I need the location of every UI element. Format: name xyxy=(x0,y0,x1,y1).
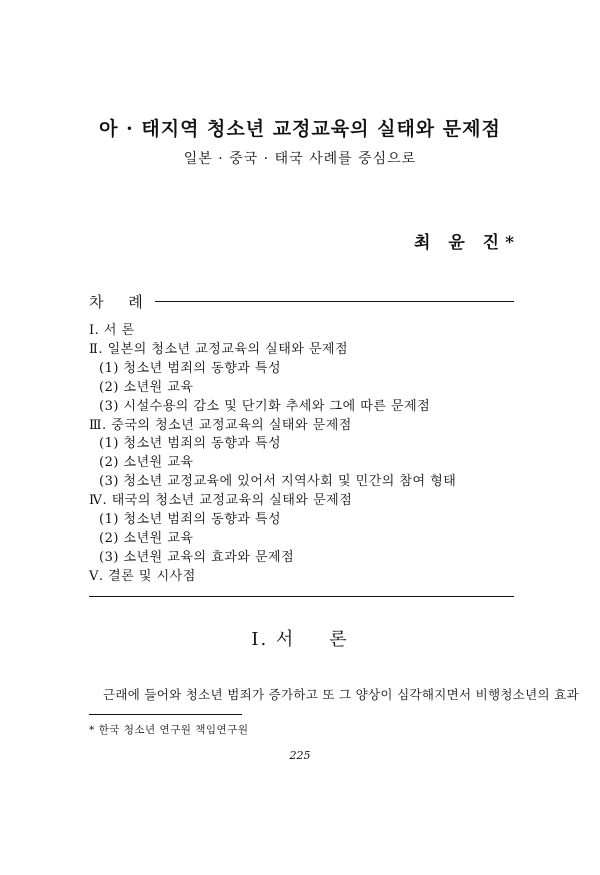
table-of-contents xyxy=(89,322,529,587)
toc-subitem: (2) 소년원 교육 xyxy=(99,530,194,546)
toc-label: 차 례 xyxy=(89,293,153,311)
paper-subtitle: 일본 · 중국 · 태국 사례를 중심으로 xyxy=(183,151,417,167)
toc-subitem: (2) 소년원 교육 xyxy=(99,455,194,471)
toc-item: Ⅲ. 중국의 청소년 교정교육의 실태와 문제점 xyxy=(89,417,352,433)
toc-subitem: (1) 청소년 범죄의 동향과 특성 xyxy=(99,436,282,452)
toc-item: Ⅴ. 결론 및 시사점 xyxy=(89,568,196,584)
toc-item: Ⅰ. 서 론 xyxy=(89,323,135,338)
toc-item: Ⅳ. 태국의 청소년 교정교육의 실태와 문제점 xyxy=(89,493,353,509)
author-name: 최 윤 진* xyxy=(414,233,520,253)
footnote: * 한국 청소년 연구원 책임연구원 xyxy=(89,724,249,736)
toc-header-rule xyxy=(155,301,514,302)
section-heading xyxy=(0,625,600,651)
section-title-end: 론 xyxy=(329,629,349,650)
toc-item: Ⅱ. 일본의 청소년 교정교육의 실태와 문제점 xyxy=(89,341,349,357)
paper-title: 아 · 태지역 청소년 교정교육의 실태와 문제점 xyxy=(99,118,501,140)
toc-subitem: (1) 청소년 범죄의 동향과 특성 xyxy=(99,360,282,376)
footnote-rule xyxy=(89,714,242,715)
section-number: Ⅰ. 서 xyxy=(251,629,296,650)
toc-subitem: (3) 소년원 교육의 효과와 문제점 xyxy=(99,549,295,565)
toc-subitem: (3) 시설수용의 감소 및 단기화 추세와 그에 따른 문제점 xyxy=(99,398,431,414)
toc-bottom-rule xyxy=(89,596,514,597)
body-paragraph: 근래에 들어와 청소년 범죄가 증가하고 또 그 양상이 심각해지면서 비행청소년의 효과 xyxy=(103,687,579,702)
toc-header xyxy=(89,291,514,312)
toc-subitem: (1) 청소년 범죄의 동향과 특성 xyxy=(99,512,282,528)
page-number: 225 xyxy=(289,749,311,762)
toc-subitem: (2) 소년원 교육 xyxy=(99,379,194,395)
toc-subitem: (3) 청소년 교정교육에 있어서 지역사회 및 민간의 참여 형태 xyxy=(99,474,457,490)
